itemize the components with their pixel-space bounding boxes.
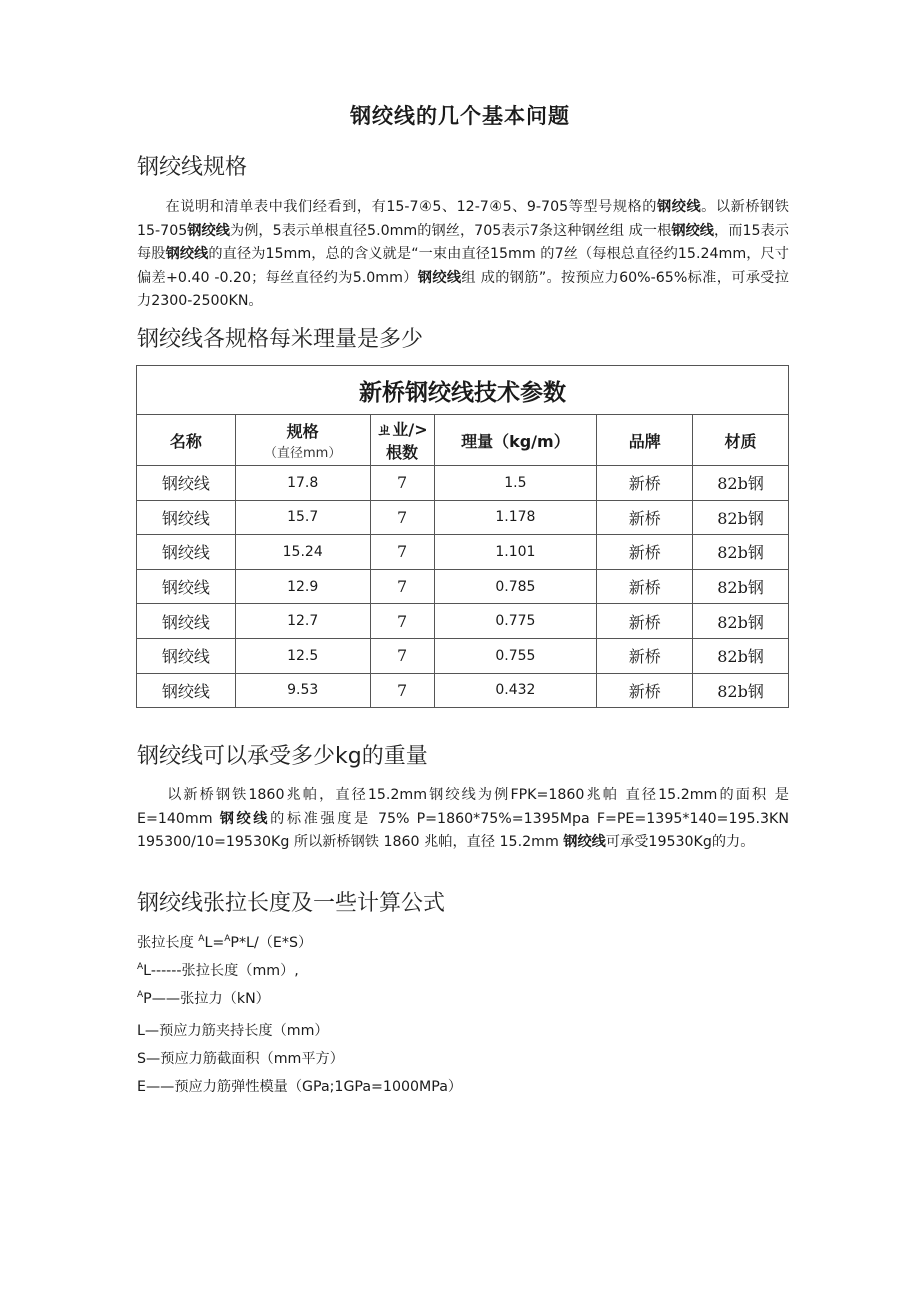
cell-brand: 新桥 <box>597 569 693 604</box>
header-weight: 理量（kg/m） <box>434 415 597 466</box>
cell-name: 钢绞线 <box>137 638 236 673</box>
cell-wires: 7 <box>370 466 434 501</box>
table-row <box>137 500 789 535</box>
cell-brand: 新桥 <box>597 638 693 673</box>
bold-term: 钢绞线 <box>165 246 209 262</box>
formula-text: S—预应力筋截面积（mm平方） <box>137 1051 344 1067</box>
table-caption: 新桥钢绞线技术参数 <box>137 366 789 415</box>
section-heading-load: 钢绞线可以承受多少kg的重量 <box>137 744 428 769</box>
formula-line <box>137 988 270 1008</box>
cell-name: 钢绞线 <box>137 535 236 570</box>
cell-material: 82b钢 <box>693 535 789 570</box>
header-spec-label: 规格 <box>286 422 319 441</box>
section-heading-formulas: 钢绞线张拉长度及一些计算公式 <box>137 891 446 916</box>
bold-term: 钢绞线 <box>657 199 702 215</box>
cell-brand: 新桥 <box>597 604 693 639</box>
table-row <box>137 638 789 673</box>
bold-term: 钢绞线 <box>219 810 271 827</box>
cell-name: 钢绞线 <box>137 604 236 639</box>
formula-line <box>137 1048 344 1068</box>
formula-line <box>137 1020 329 1040</box>
cell-weight: 1.101 <box>434 535 597 570</box>
cell-wires: 7 <box>370 535 434 570</box>
cell-brand: 新桥 <box>597 466 693 501</box>
formula-text: L------张拉长度（mm）, <box>143 963 299 979</box>
formula-delta-mark: A <box>137 990 144 1000</box>
formula-text: P*L/（E*S） <box>230 935 313 951</box>
cell-wires: 7 <box>370 569 434 604</box>
page-title: 钢绞线的几个基本问题 <box>350 104 570 128</box>
paragraph-text: ，而15表示每股 <box>137 222 789 262</box>
cell-material: 82b钢 <box>693 569 789 604</box>
cell-name: 钢绞线 <box>137 569 236 604</box>
cell-weight: 0.775 <box>434 604 597 639</box>
cell-spec: 15.7 <box>235 500 370 535</box>
paragraph-text: 的直径为15mm，总的含义就是“一束由直径15mm 的7丝（每根总直径约15.24mm，尺寸偏差+0.40 -0.20；每丝直径约为5.0mm） <box>137 246 789 286</box>
cell-material: 82b钢 <box>693 500 789 535</box>
cell-wires: 7 <box>370 604 434 639</box>
cell-weight: 1.178 <box>434 500 597 535</box>
cell-weight: 1.5 <box>434 466 597 501</box>
cell-brand: 新桥 <box>597 535 693 570</box>
spec-paragraph <box>137 196 789 314</box>
cell-material: 82b钢 <box>693 638 789 673</box>
cell-wires: 7 <box>370 638 434 673</box>
table-row <box>137 673 789 708</box>
formula-text: P——张拉力（kN） <box>143 991 270 1007</box>
cell-weight: 0.755 <box>434 638 597 673</box>
cell-wires: 7 <box>370 500 434 535</box>
header-wires-bottom: 根数 <box>386 443 419 462</box>
formula-line <box>137 960 299 980</box>
cell-weight: 0.432 <box>434 673 597 708</box>
section-heading-spec: 钢绞线规格 <box>137 155 248 180</box>
formula-text: L= <box>204 935 225 951</box>
cell-material: 82b钢 <box>693 604 789 639</box>
cell-material: 82b钢 <box>693 466 789 501</box>
formula-label: 张拉长度 <box>137 935 199 951</box>
paragraph-text: 的标准强度是 75% P=1860*75%=1395Mpa F=PE=1395*140=195.3KN 195300/10=19530Kg 所以新桥钢铁 1860 兆帕，直径 15.2mm <box>137 810 789 850</box>
table-row <box>137 466 789 501</box>
formula-delta-mark: A <box>224 934 231 944</box>
header-wires-top: ㄓ业/> <box>376 420 428 439</box>
table-row <box>137 604 789 639</box>
cell-spec: 9.53 <box>235 673 370 708</box>
bold-term: 钢绞线 <box>671 222 715 239</box>
bold-term: 钢绞线 <box>417 269 462 286</box>
formula-text: E——预应力筋弹性模量（GPa;1GPa=1000MPa） <box>137 1079 463 1095</box>
paragraph-text: 为例，5表示单根直径5.0mm的钢丝，705表示7条这种钢丝组 成一根 <box>229 222 672 239</box>
formula-delta-mark: A <box>137 962 144 972</box>
table-row <box>137 569 789 604</box>
cell-weight: 0.785 <box>434 569 597 604</box>
header-wires <box>370 415 434 466</box>
header-spec <box>235 415 370 466</box>
bold-term: 钢绞线 <box>187 222 230 239</box>
cell-name: 钢绞线 <box>137 673 236 708</box>
cell-spec: 15.24 <box>235 535 370 570</box>
cell-brand: 新桥 <box>597 500 693 535</box>
cell-wires: 7 <box>370 673 434 708</box>
cell-brand: 新桥 <box>597 673 693 708</box>
paragraph-text: 在说明和清单表中我们经看到，有15-7④5、12-7④5、9-705等型号规格的 <box>165 199 657 215</box>
cell-spec: 12.7 <box>235 604 370 639</box>
formula-line <box>137 1076 462 1096</box>
table-row <box>137 535 789 570</box>
header-spec-sub: （直径mm） <box>264 446 342 461</box>
formula-delta-mark: A <box>198 934 205 944</box>
formula-text: L—预应力筋夹持长度（mm） <box>137 1023 329 1039</box>
paragraph-text: 以新桥钢铁1860兆帕，直径15.2mm钢绞线为例FPK=1860兆帕 直径15.2mm的面积 是E=140mm <box>137 787 789 827</box>
header-name: 名称 <box>137 415 236 466</box>
header-material: 材质 <box>693 415 789 466</box>
section-heading-weight: 钢绞线各规格每米理量是多少 <box>137 327 424 352</box>
cell-spec: 12.9 <box>235 569 370 604</box>
cell-spec: 17.8 <box>235 466 370 501</box>
cell-name: 钢绞线 <box>137 500 236 535</box>
cell-material: 82b钢 <box>693 673 789 708</box>
cell-spec: 12.5 <box>235 638 370 673</box>
paragraph-text: 。以新桥钢铁15-705 <box>137 199 789 239</box>
formula-line <box>137 932 312 952</box>
bold-term: 钢绞线 <box>563 834 606 850</box>
header-brand: 品牌 <box>597 415 693 466</box>
spec-table <box>136 365 789 708</box>
table-body <box>137 466 789 708</box>
paragraph-text: 组 成的钢筋”。按预应力60%-65%标准，可承受拉力2300-2500KN。 <box>137 269 789 309</box>
cell-name: 钢绞线 <box>137 466 236 501</box>
paragraph-text: 可承受19530Kg的力。 <box>605 834 755 850</box>
load-paragraph <box>137 784 789 855</box>
